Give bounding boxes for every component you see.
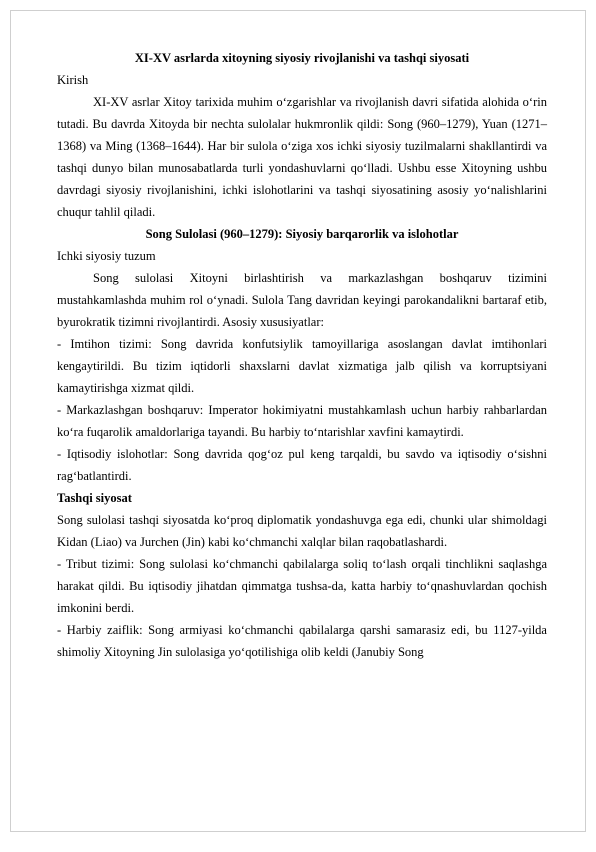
list-item: - Iqtisodiy islohotlar: Song davrida qog‘oz pul keng tarqaldi, bu savdo va iqtisodiy o‘sishni rag‘batlantirdi. xyxy=(57,447,547,483)
list-item: - Imtihon tizimi: Song davrida konfutsiylik tamoyillariga asoslangan davlat imtihonlari kengaytirildi. Bu tizim iqtidorli shaxslarni davlat xizmatiga jalb qilish va korruptsiyani kamaytirishga xizmat qildi. xyxy=(57,337,547,395)
document-title: XI-XV asrlarda xitoyning siyosiy rivojlanishi va tashqi siyosati xyxy=(134,51,470,65)
internal-heading: Ichki siyosiy tuzum xyxy=(57,249,156,263)
list-item: - Markazlashgan boshqaruv: Imperator hokimiyatni mustahkamlash uchun harbiy rahbarlardan ko‘ra fuqarolik amaldorlariga tayandi. Bu harbiy to‘ntarishlar xavfini kamaytirdi. xyxy=(57,403,547,439)
document-page xyxy=(10,10,586,832)
intro-heading: Kirish xyxy=(57,73,89,87)
list-item: - Tribut tizimi: Song sulolasi ko‘chmanchi qabilalarga soliq to‘lash orqali tinchlikni saqlashga harakat qildi. Bu iqtisodiy jihatdan qimmatga tushsa-da, katta harbiy to‘qnashuvlardan qochish imkonini berdi. xyxy=(57,557,547,615)
list-item: - Harbiy zaiflik: Song armiyasi ko‘chmanchi qabilalarga qarshi samarasiz edi, bu 1127-yilda shimoliy Xitoyning Jin sulolasiga yo‘qotilishiga olib keldi (Janubiy Song xyxy=(57,623,547,659)
intro-paragraph: XI-XV asrlar Xitoy tarixida muhim o‘zgarishlar va rivojlanish davri sifatida alohida o‘rin tutadi. Bu davrda Xitoyda bir nechta sulolalar hukmronlik qildi: Song (960–1279), Yuan (1271–1368) va Ming (1368–1644). Har bir sulola o‘ziga xos ichki siyosiy tuzilmalarni shakllantirdi va tashqi dunyo bilan munosabatlarda turli yondashuvlarni qo‘lladi. Ushbu esse Xitoyning ushbu davrdagi siyosiy rivojlanishini, ichki islohotlarini va tashqi siyosatining asosiy yo‘nalishlarini chuqur tahlil qiladi. xyxy=(57,95,547,219)
foreign-heading: Tashqi siyosat xyxy=(57,491,132,505)
internal-paragraph: Song sulolasi Xitoyni birlashtirish va markazlashgan boshqaruv tizimini mustahkamlashda muhim rol o‘ynadi. Sulola Tang davridan keyingi parokandalikni bartaraf etib, byurokratik tizimni rivojlantirdi. Asosiy xususiyatlar: xyxy=(57,271,547,329)
foreign-paragraph: Song sulolasi tashqi siyosatda ko‘proq diplomatik yondashuvga ega edi, chunki ular shimoldagi Kidan (Liao) va Jurchen (Jin) kabi ko‘chmanchi xalqlar bilan raqobatlashardi. xyxy=(57,513,547,549)
section-title: Song Sulolasi (960–1279): Siyosiy barqarorlik va islohotlar xyxy=(145,227,459,241)
